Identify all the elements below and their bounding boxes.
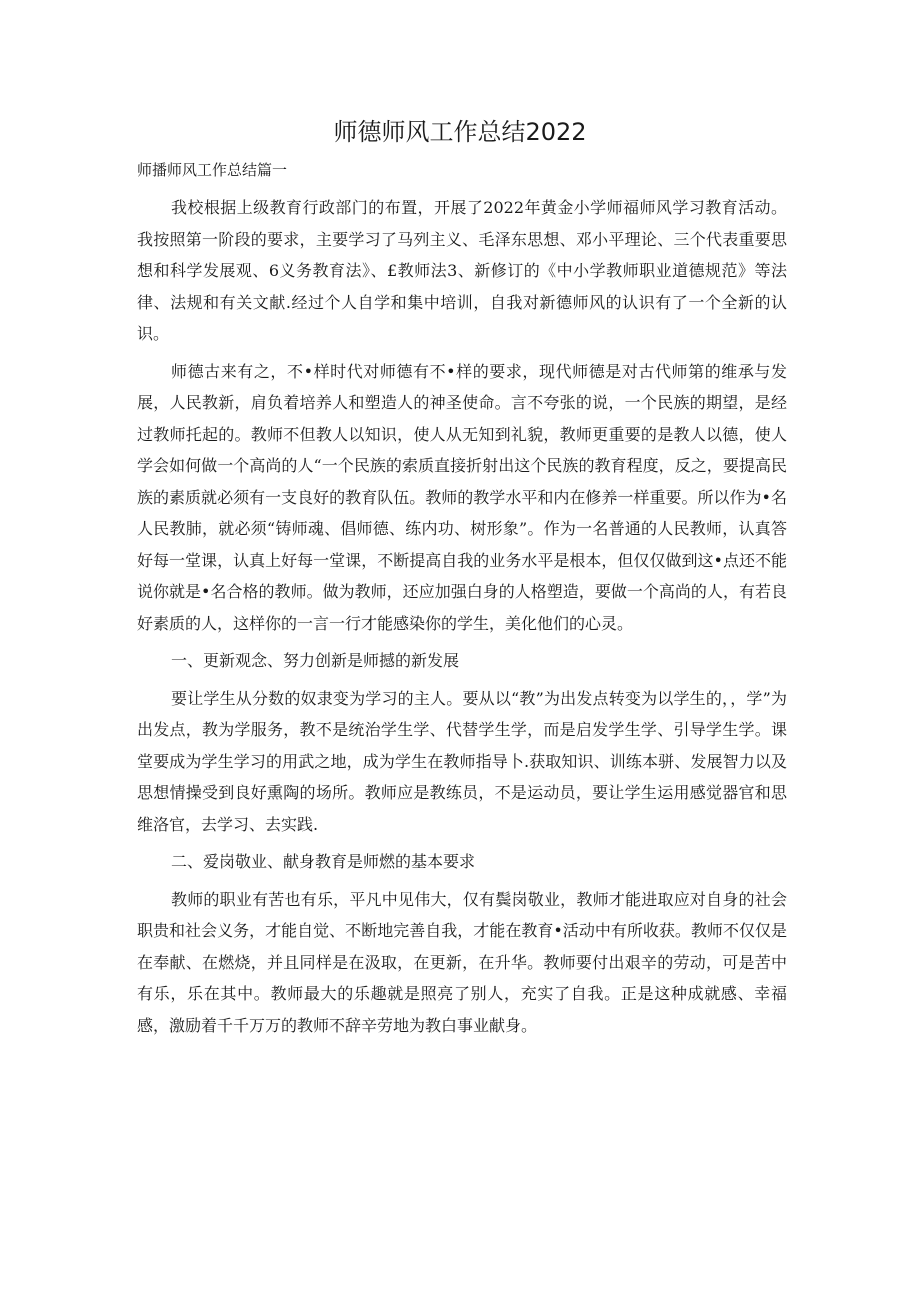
section-text-1: 要让学生从分数的奴隶变为学习的主人。要从以“教”为出发点转变为以学生的，，学”为出发点，教为学服务，教不是统治学生学、代替学生学，而是启发学生学、引导学生学。课堂要成为学生学习的用武之地，成为学生在教师指导卜.获取知识、训练本骈、发展智力以及思想情操受到良好熏陶的场所。教师应是教练员，不是运动员，要让学生运用感觉器官和思维洛官，去学习、去实践. (137, 688, 787, 834)
paragraph-intro: 我校根据上级教育行政部门的布置，开展了2022年黄金小学师福师风学习教育活动。我按照第一阶段的要求，主要学习了马列主义、毛泽东思想、邓小平理论、三个代表重要思想和科学发展观、6义务教育法》、£教师法3、新修订的《中小学教师职业道德规范》等法律、法规和有关文献.经过个人自学和集中培训，自我对新德师风的认识有了一个全新的认识。 (137, 198, 787, 343)
document-title: 师德师风工作总结2022 (333, 118, 587, 146)
document-subtitle: 师播师风工作总结篇一 (137, 161, 288, 179)
document-body (137, 154, 787, 1047)
section-heading-2: 二、爱岗敬业、献身教育是师燃的基本要求 (171, 852, 476, 871)
paragraph-ethics: 师德古来有之，不•样时代对师德有不•样的要求，现代师德是对古代师第的维承与发展，人民教新，肩负着培养人和塑造人的神圣使命。言不夸张的说，一个民族的期望，是经过教师托起的。教师不但教人以知识，使人从无知到礼貌，教师更重要的是教人以德，使人学会如何做一个高尚的人“一个民族的索质直接折射出这个民族的教育程度，反之，要提高民族的素质就必须有一支良好的教育队伍。教师的教学水平和内在修养一样重要。所以作为•名人民教肺，就必须“铸师魂、倡师德、练内功、树形象”。作为一名普通的人民教师，认真答好每一堂课，认真上好每一堂课，不断提高自我的业务水平是根本，但仅仅做到这•点还不能说你就是•名合格的教师。做为教师，还应加强白身的人格塑造，要做一个高尚的人，有若良好素质的人，这样你的一言一行才能感染你的学生，美化他们的心灵。 (137, 361, 787, 633)
section-heading-1: 一、更新观念、努力创新是师撼的新发展 (171, 651, 460, 670)
section-text-2: 教师的职业有苦也有乐，平凡中见伟大，仅有鬓岗敬业，教师才能进取应对自身的社会职贵和社会义务，才能自觉、不断地完善自我，才能在教育•活动中有所收获。教师不仅仅是在奉献、在燃烧，并且同样是在汲取，在更新，在升华。教师要付出艰辛的劳动，可是苦中有乐，乐在其中。教师最大的乐趣就是照亮了别人，充实了自我。正是这种成就感、幸福感，激励着千千万万的教师不辞辛劳地为教白事业献身。 (137, 889, 787, 1035)
